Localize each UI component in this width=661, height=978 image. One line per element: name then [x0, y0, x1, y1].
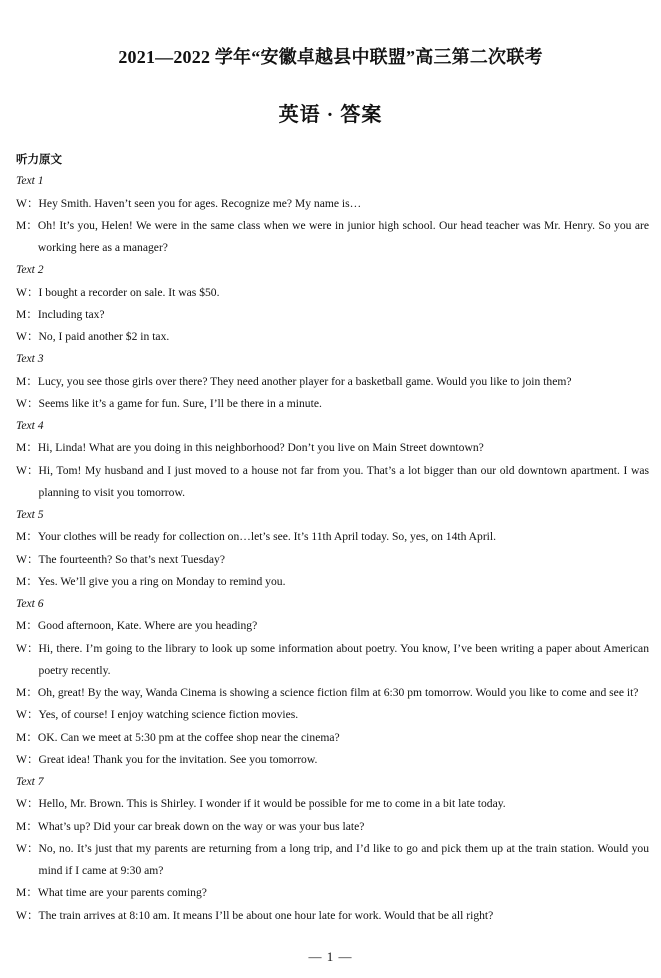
transcript-texts: [16, 170, 649, 927]
utterance-text: Yes. We’ll give you a ring on Monday to remind you.: [37, 574, 286, 588]
text-label: Text 1: [16, 174, 44, 188]
utterance-text: Hi, there. I’m going to the library to look up some information about poetry. You know, I’ve been writing a paper about American poetry recently.: [38, 641, 649, 677]
dialogue-line: [16, 615, 649, 637]
utterance-text: OK. Can we meet at 5:30 pm at the coffee shop near the cinema?: [37, 730, 340, 744]
utterance-text: No, I paid another $2 in tax.: [38, 330, 170, 343]
speaker-label: W：: [16, 752, 39, 766]
text-label: Text 7: [16, 775, 44, 788]
dialogue-line: [16, 571, 649, 593]
speaker-label: M：: [16, 686, 38, 699]
speaker-label: M：: [16, 819, 38, 833]
speaker-label: W：: [16, 463, 39, 477]
speaker-label: W：: [16, 285, 39, 299]
dialogue-line: [16, 393, 649, 415]
utterance-text: Hi, Linda! What are you doing in this neighborhood? Don’t you live on Main Street downtown?: [37, 441, 484, 455]
document-title: 2021—2022 学年“安徽卓越县中联盟”高三第二次联考: [118, 47, 543, 67]
dialogue-line: [16, 638, 649, 683]
utterance-text: Lucy, you see those girls over there? They need another player for a basketball game. Would you like to join them?: [37, 374, 572, 388]
utterance-text: Hey Smith. Haven’t seen you for ages. Recognize me? My name is…: [38, 196, 362, 210]
dialogue-line: [16, 215, 649, 260]
speaker-label: W：: [16, 330, 39, 343]
dialogue-line: [16, 793, 649, 815]
utterance-text: Hello, Mr. Brown. This is Shirley. I wonder if it would be possible for me to come in a bit late today.: [38, 797, 506, 811]
speaker-label: M：: [16, 441, 38, 455]
utterance-text: Good afternoon, Kate. Where are you heading?: [37, 619, 258, 633]
speaker-label: W：: [16, 641, 39, 655]
utterance-text: What time are your parents coming?: [37, 886, 207, 900]
utterance-text: The train arrives at 8:10 am. It means I’ll be about one hour late for work. Would that be all right?: [38, 908, 494, 922]
utterance-text: Yes, of course! I enjoy watching science fiction movies.: [38, 708, 299, 722]
speaker-label: M：: [16, 574, 38, 588]
utterance-text: Great idea! Thank you for the invitation. See you tomorrow.: [38, 752, 318, 766]
dialogue-line: [16, 838, 649, 883]
text-label: Text 3: [16, 352, 44, 366]
utterance-text: Hi, Tom! My husband and I just moved to a house not far from you. That’s a lot bigger than our old downtown apartment. I was planning to visit you tomorrow.: [38, 463, 649, 499]
utterance-text: I bought a recorder on sale. It was $50.: [38, 285, 220, 299]
speaker-label: M：: [16, 730, 38, 744]
page-number: — 1 —: [308, 949, 353, 964]
speaker-label: W：: [16, 841, 39, 855]
dialogue-line: [16, 326, 649, 348]
utterance-text: Your clothes will be ready for collection on…let’s see. It’s 11th April today. So, yes, on 14th April.: [37, 530, 497, 544]
speaker-label: M：: [16, 619, 38, 633]
speaker-label: M：: [16, 218, 38, 232]
section-heading: 听力原文: [16, 152, 62, 166]
speaker-label: W：: [16, 196, 39, 210]
dialogue-line: [16, 749, 649, 771]
text-label: Text 4: [16, 419, 44, 432]
dialogue-line: [16, 882, 649, 904]
dialogue-line: [16, 682, 649, 704]
dialogue-line: [16, 371, 649, 393]
dialogue-line: [16, 727, 649, 749]
dialogue-line: [16, 816, 649, 838]
utterance-text: Including tax?: [37, 307, 105, 321]
text-label: Text 2: [16, 263, 44, 277]
speaker-label: W：: [16, 396, 39, 410]
speaker-label: M：: [16, 374, 38, 388]
speaker-label: W：: [16, 908, 39, 922]
speaker-label: W：: [16, 552, 39, 566]
speaker-label: W：: [16, 797, 39, 811]
utterance-text: The fourteenth? So that’s next Tuesday?: [38, 552, 225, 566]
speaker-label: M：: [16, 886, 38, 900]
dialogue-line: [16, 460, 649, 505]
speaker-label: W：: [16, 708, 39, 722]
utterance-text: Oh! It’s you, Helen! We were in the same class when we were in junior high school. Our head teacher was Mr. Henry. So you are working here as a manager?: [37, 218, 649, 254]
dialogue-line: [16, 437, 649, 459]
utterance-text: Seems like it’s a game for fun. Sure, I’ll be there in a minute.: [38, 396, 322, 410]
utterance-text: What’s up? Did your car break down on the way or was your bus late?: [37, 819, 365, 833]
speaker-label: M：: [16, 530, 38, 544]
dialogue-line: [16, 549, 649, 571]
dialogue-line: [16, 704, 649, 726]
utterance-text: No, no. It’s just that my parents are returning from a long trip, and I’d like to go and pick them up at the train station. Would you mind if I came at 9:30 am?: [38, 841, 649, 877]
text-label: Text 6: [16, 597, 44, 610]
dialogue-line: [16, 304, 649, 326]
text-label: Text 5: [16, 508, 44, 521]
utterance-text: Oh, great! By the way, Wanda Cinema is showing a science fiction film at 6:30 pm tomorrow. Would you like to come and see it?: [37, 686, 639, 699]
transcript-content: [16, 148, 649, 927]
dialogue-line: [16, 526, 649, 548]
speaker-label: M：: [16, 307, 38, 321]
dialogue-line: [16, 905, 649, 927]
document-subtitle: 英语 · 答案: [278, 104, 383, 126]
dialogue-line: [16, 282, 649, 304]
dialogue-line: [16, 193, 649, 215]
